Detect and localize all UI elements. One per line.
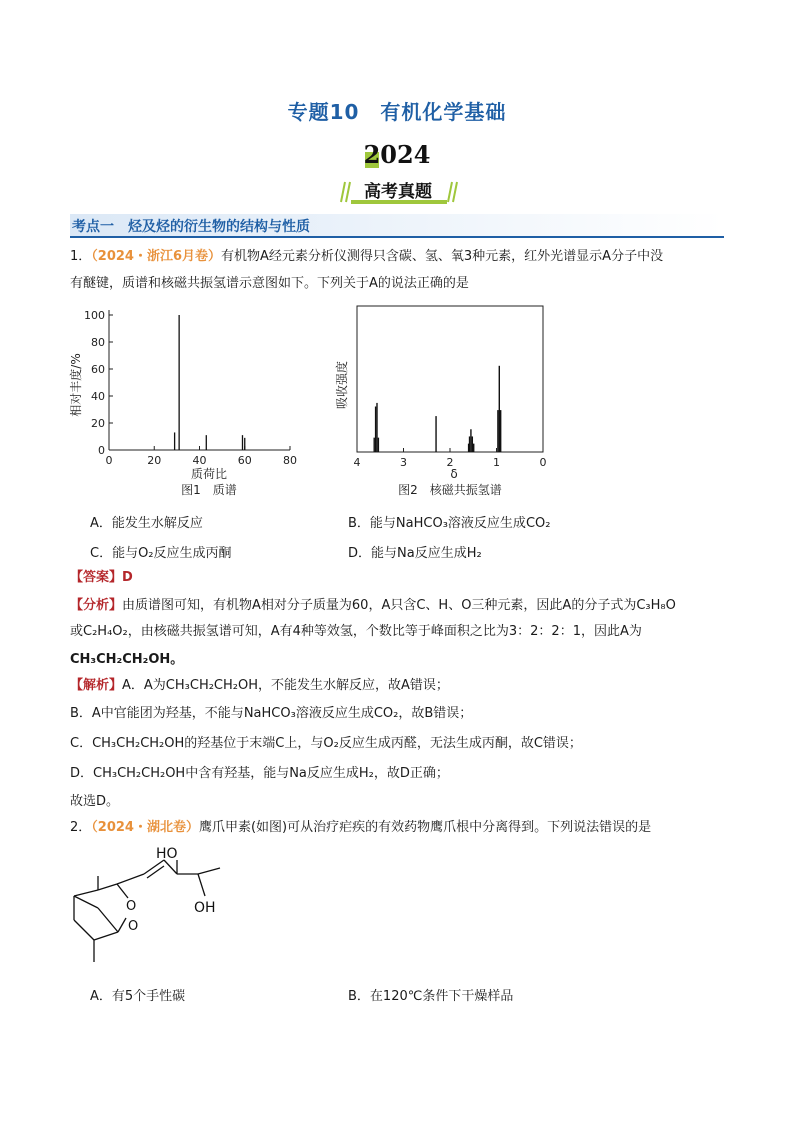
badge-label: 高考真题 bbox=[364, 182, 432, 202]
q1-option-b-mid: 溶液反应生成 bbox=[447, 516, 526, 531]
q1-option-c bbox=[90, 542, 232, 561]
chart1-y-tick-label: 0 bbox=[98, 444, 105, 457]
q1-explain-d: D．CH₃CH₂CH₂OH中含有羟基，能与Na反应生成H₂，故D正确； bbox=[70, 766, 449, 781]
mol-ho-top: HO bbox=[156, 846, 178, 862]
chart2-x-tick-label: 3 bbox=[400, 456, 407, 469]
analysis-text-1: 由质谱图可知，有机物A相对分子质量为60，A只含C、H、O三种元素，因此A的分子式为C₃H₈O bbox=[122, 598, 676, 613]
formula-o2: O₂ bbox=[138, 546, 154, 561]
mass-spectrum-chart bbox=[66, 300, 316, 500]
formula-co2: CO₂ bbox=[525, 516, 551, 531]
q1-option-d-post: 反应生成 bbox=[414, 546, 467, 561]
chart2-xlabel: δ bbox=[450, 467, 458, 481]
answer-value: D bbox=[122, 570, 133, 585]
chart2-x-tick-label: 4 bbox=[353, 456, 361, 469]
q1-option-a: A．能发生水解反应 bbox=[90, 516, 203, 531]
mol-o-1: O bbox=[126, 899, 137, 914]
answer-label: 【答案】 bbox=[70, 570, 123, 585]
chart1-x-tick-label: 0 bbox=[105, 454, 113, 467]
q1-number: 1． bbox=[70, 249, 92, 264]
q1-option-b bbox=[348, 512, 550, 531]
q2-stem bbox=[70, 818, 730, 838]
q1-option-b-pre: B．能与 bbox=[348, 516, 396, 531]
year-label: 2024 bbox=[363, 140, 431, 169]
section-header bbox=[70, 214, 724, 238]
formula-h2: H₂ bbox=[466, 546, 482, 561]
q1-answer bbox=[70, 568, 133, 588]
q1-stem-line1: 有机物A经元素分析仪测得只含碳、氢、氧3种元素，红外光谱显示A分子中没 bbox=[221, 249, 664, 264]
q1-option-c-post: 反应生成丙酮 bbox=[153, 546, 232, 561]
q1-option-d-pre: D．能与 bbox=[348, 546, 398, 561]
q2-option-a: A．有5个手性碳 bbox=[90, 989, 186, 1004]
q2-option-b-pre: B．在 bbox=[348, 989, 383, 1004]
chart1-xlabel: 质荷比 bbox=[190, 467, 228, 481]
page-title: 专题10 有机化学基础 bbox=[287, 100, 507, 124]
yingzhaosu-structure bbox=[60, 840, 260, 980]
explain-b-co2: CO₂ bbox=[373, 706, 399, 721]
chart2-x-tick-label: 1 bbox=[493, 456, 500, 469]
chart2-title: 图2 核磁共振氢谱 bbox=[398, 483, 502, 497]
q1-stem bbox=[70, 247, 730, 267]
analysis-label: 【分析】 bbox=[70, 598, 123, 613]
chart1-x-tick-label: 60 bbox=[237, 454, 252, 467]
q2-option-b bbox=[348, 985, 513, 1004]
q1-analysis-line3: CH₃CH₂CH₂OH。 bbox=[70, 652, 184, 667]
chart1-y-tick-label: 100 bbox=[84, 309, 105, 322]
nmr-spectrum-chart bbox=[330, 300, 570, 500]
q1-explain-a bbox=[70, 676, 730, 696]
chart1-y-tick-label: 80 bbox=[91, 336, 105, 349]
chart1-y-tick-label: 60 bbox=[91, 363, 105, 376]
chart2-x-tick-label: 2 bbox=[446, 456, 454, 469]
formula-nahco3: NaHCO₃ bbox=[395, 516, 448, 531]
q1-option-c-pre: C．能与 bbox=[90, 546, 139, 561]
chart2-ylabel: 吸收强度 bbox=[335, 360, 349, 410]
chart1-x-tick-label: 40 bbox=[192, 454, 207, 467]
chart1-ylabel: 相对丰度/% bbox=[69, 353, 83, 417]
q2-option-b-temp: 120℃ bbox=[382, 989, 423, 1004]
q1-analysis-line1 bbox=[70, 596, 730, 616]
mol-o-2: O bbox=[128, 919, 139, 934]
q2-number: 2． bbox=[70, 820, 92, 835]
q1-analysis-line2: 或C₂H₄O₂，由核磁共振氢谱可知，A有4种等效氢，个数比等于峰面积之比为3：2：2：1，因此A为 bbox=[70, 624, 642, 639]
chart2-x-tick-label: 0 bbox=[539, 456, 547, 469]
q1-source: （2024・浙江6月卷） bbox=[91, 249, 222, 264]
q2-option-b-post: 条件下干燥样品 bbox=[422, 989, 514, 1004]
section-title: 考点一 烃及烃的衍生物的结构与性质 bbox=[72, 219, 310, 235]
explain-label: 【解析】 bbox=[70, 678, 123, 693]
chart2-frame bbox=[357, 306, 543, 452]
q2-stem-text: 鹰爪甲素(如图)可从治疗疟疾的有效药物鹰爪根中分离得到。下列说法错误的是 bbox=[198, 820, 652, 835]
q1-stem-line2: 有醚键，质谱和核磁共振氢谱示意图如下。下列关于A的说法正确的是 bbox=[70, 276, 469, 291]
q1-explain-b bbox=[70, 704, 730, 724]
chart1-y-tick-label: 40 bbox=[91, 390, 105, 403]
q1-conclusion: 故选D。 bbox=[70, 794, 120, 809]
mol-oh-right: OH bbox=[194, 900, 216, 916]
q1-explain-c bbox=[70, 734, 730, 754]
explain-b-nahco3: NaHCO₃ bbox=[243, 706, 296, 721]
chart1-x-tick-label: 80 bbox=[283, 454, 297, 467]
chart1-y-tick-label: 20 bbox=[91, 417, 105, 430]
formula-na: Na bbox=[397, 546, 415, 561]
explain-c-o2: O₂ bbox=[323, 736, 339, 751]
chart1-x-tick-label: 20 bbox=[147, 454, 162, 467]
chart1-title: 图1 质谱 bbox=[181, 483, 237, 497]
explain-b-post: ，故B错误； bbox=[398, 706, 473, 721]
explain-b-mid: 溶液反应生成 bbox=[295, 706, 374, 721]
explain-c-post: 反应生成丙醛，无法生成丙酮，故C错误； bbox=[338, 736, 582, 751]
explain-a-text: A．A为CH₃CH₂CH₂OH，不能发生水解反应，故A错误； bbox=[122, 678, 449, 693]
q2-source: （2024・湖北卷） bbox=[91, 820, 199, 835]
q1-option-d bbox=[348, 542, 482, 561]
explain-c-pre: C．CH₃CH₂CH₂OH的羟基位于末端C上，与 bbox=[70, 736, 324, 751]
explain-b-pre: B．A中官能团为羟基，不能与 bbox=[70, 706, 244, 721]
